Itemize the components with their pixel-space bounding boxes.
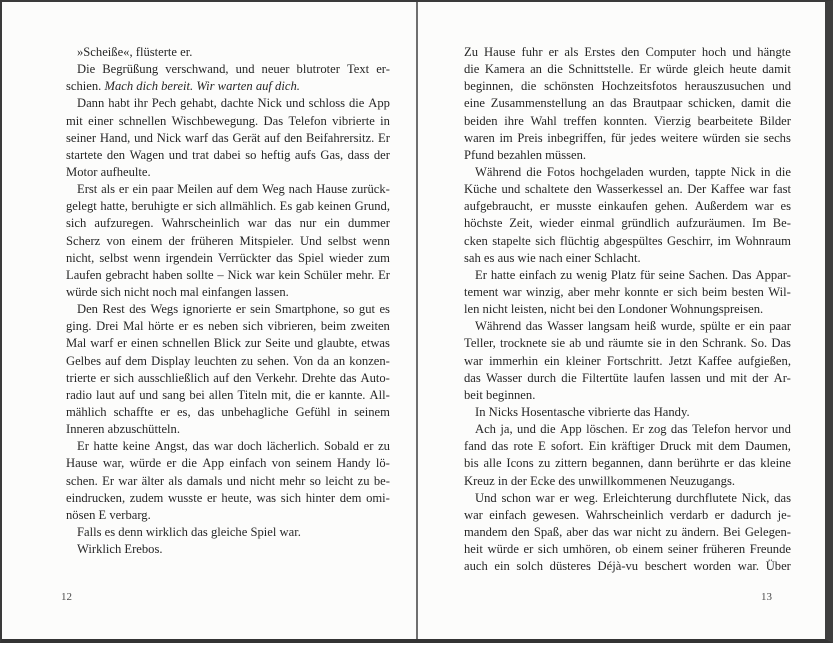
text-line: cken stapelte sich flüchtig abgespültes Geschirr, im Wohnraum	[464, 233, 791, 248]
text-line: Er hatte keine Angst, das war doch lächerlich. Sobald er zu	[77, 439, 390, 454]
text-line: Während das Wasser langsam heiß wurde, spülte er ein paar	[475, 319, 791, 334]
text-line: beit beginnen.	[464, 387, 536, 402]
text-line: Wirklich Erebos.	[77, 542, 163, 557]
text-line: In Nicks Hosentasche vibrierte das Handy.	[475, 404, 690, 419]
text-line: waren im Preis inbegriffen, für jedes weitere würden sie sechs	[464, 130, 791, 145]
text-line: fand das rote E sofort. Ein kräftiger Druck mit dem Daumen,	[464, 439, 791, 454]
left-page-text	[66, 44, 390, 558]
text-line: Teller, trocknete sie ab und räumte sie in den Schrank. So. Das	[464, 336, 791, 351]
text-line: die Kamera an die Schnittstelle. Er würde gleich heute damit	[464, 62, 791, 77]
text-line: seiner Hand, und Nick warf das Gerät auf den Beifahrersitz. Er	[66, 130, 390, 145]
text-line: beiden ihre Wahl treffen konnten. Vierzig bearbeitete Bilder	[464, 113, 791, 128]
text-line: mit einer schnellen Wischbewegung. Das Telefon vibrierte in	[66, 113, 390, 128]
text-line: sah es aus wie nach einer Schlacht.	[464, 250, 641, 265]
text-line: trierte er sich ausschließlich auf den Verkehr. Drehte das Auto-	[66, 370, 390, 385]
text-line: aufgebraucht, er musste einkaufen gehen. Außerdem war es	[464, 199, 791, 214]
text-line: mählich schaffte er es, das unbehagliche Gefühl in seinem	[66, 404, 390, 419]
text-line: auch ein solch düsteres Déjà-vu beschert worden war. Über	[464, 559, 791, 574]
text-line: nösen E verbarg.	[66, 507, 151, 522]
text-line: Hause war, würde er die App einfach von seinem Handy lö-	[66, 456, 390, 471]
text-line: Laufen gebracht haben sollte – Nick war kein Schüler mehr. Er	[66, 267, 390, 282]
text-line: Inneren abzuschütteln.	[66, 422, 180, 437]
text-line: radio laut auf und sang bei allen Titeln mit, die er kannte. All-	[66, 387, 390, 402]
text-line: eindrucken, zudem wusste er heute, was sich hinter dem omi-	[66, 490, 390, 505]
text-line: startete den Wagen und trat dabei so heftig aufs Gas, dass der	[66, 147, 390, 162]
text-line: Und schon war er weg. Erleichterung durchflutete Nick, das	[475, 490, 791, 505]
text-line: heit würde er sich umhören, ob einem seiner früheren Freunde	[464, 542, 791, 557]
text-line: »Scheiße«, flüsterte er.	[77, 45, 193, 59]
text-line: ging. Drei Mal hörte er es neben sich vibrieren, beim zweiten	[66, 319, 390, 334]
text-line: len nicht leisten, nicht bei den Londoner Wohnungspreisen.	[464, 302, 764, 317]
text-line: Falls es denn wirklich das gleiche Spiel war.	[77, 524, 301, 539]
text-line: würde sich nicht noch mal einfangen lassen.	[66, 284, 289, 299]
text-line: schien. Mach dich bereit. Wir warten auf dich.	[66, 79, 300, 94]
text-line: beginnen, die schönsten Hochzeitsfotos herauszusuchen und	[464, 79, 791, 94]
text-line: Kreuz in der Ecke des unwillkommenen Neuzugangs.	[464, 473, 736, 488]
text-line: Die Begrüßung verschwand, und neuer blutroter Text er-	[77, 62, 390, 77]
text-line: eine Zusammenstellung an das Brautpaar schicken, damit die	[464, 96, 791, 111]
text-line: Ach ja, und die App löschen. Er zog das Telefon hervor und	[475, 422, 791, 437]
text-line: mandem den Spaß, aber das war nicht zu ändern. Bei Gelegen-	[464, 524, 791, 539]
page-gutter-divider	[416, 2, 418, 639]
text-line: Scherz von einem der früheren Mitspieler. Und selbst wenn	[66, 233, 390, 248]
text-line: Mal warf er einen schnellen Blick zur Seite und glaubte, etwas	[66, 336, 390, 351]
text-line: war einfach gewesen. Wahrscheinlich verdarb er dadurch je-	[464, 507, 791, 522]
text-line: Pfund bezahlen müssen.	[464, 147, 587, 162]
left-page	[66, 44, 390, 558]
page-number-left: 12	[61, 591, 72, 603]
text-line: war immerhin ein kleiner Fortschritt. Jetzt Kaffee aufgießen,	[464, 353, 791, 368]
text-line: Den Rest des Wegs ignorierte er sein Smartphone, so gut es	[77, 302, 390, 317]
text-line: tement war winzig, aber mehr konnte er sich beim besten Wil-	[464, 284, 791, 299]
text-line: schen. Er war älter als damals und nicht mehr so leicht zu be-	[66, 473, 390, 488]
text-line: Motor aufheulte.	[66, 164, 151, 179]
text-line: gelegt hatte, beruhigte er sich allmählich. Es gab keinen Grund,	[66, 199, 390, 214]
text-line: Während die Fotos hochgeladen wurden, tappte Nick in die	[475, 164, 791, 179]
text-line: Küche und schaltete den Wasserkessel an. Der Kaffee war fast	[464, 182, 791, 197]
text-line: Gelbes auf dem Display leuchten zu sehen. Von da an konzen-	[66, 353, 390, 368]
text-line: Er hatte einfach zu wenig Platz für seine Sachen. Das Appar-	[475, 267, 791, 282]
right-page	[464, 44, 791, 575]
text-line: Erst als er ein paar Meilen auf dem Weg nach Hause zurück-	[77, 182, 390, 197]
text-line: höchste Zeit, wieder einmal gründlich aufzuräumen. Im Be-	[464, 216, 791, 231]
text-line: sich aufzuregen. Wahrscheinlich war das nur ein dummer	[66, 216, 390, 231]
text-line: das Wasser durch die Filtertüte laufen lassen und mit der Ar-	[464, 370, 791, 385]
page-number-right: 13	[761, 591, 772, 603]
text-line: bis alle Icons zu zittern begannen, dann berührte er das kleine	[464, 456, 791, 471]
text-line: Zu Hause fuhr er als Erstes den Computer hoch und hängte	[464, 45, 791, 59]
right-page-text	[464, 44, 791, 575]
text-line: Dann habt ihr Pech gehabt, dachte Nick und schloss die App	[77, 96, 390, 111]
text-line: nicht, selbst wenn irgendein Verrückter das Spiel wieder zum	[66, 250, 390, 265]
